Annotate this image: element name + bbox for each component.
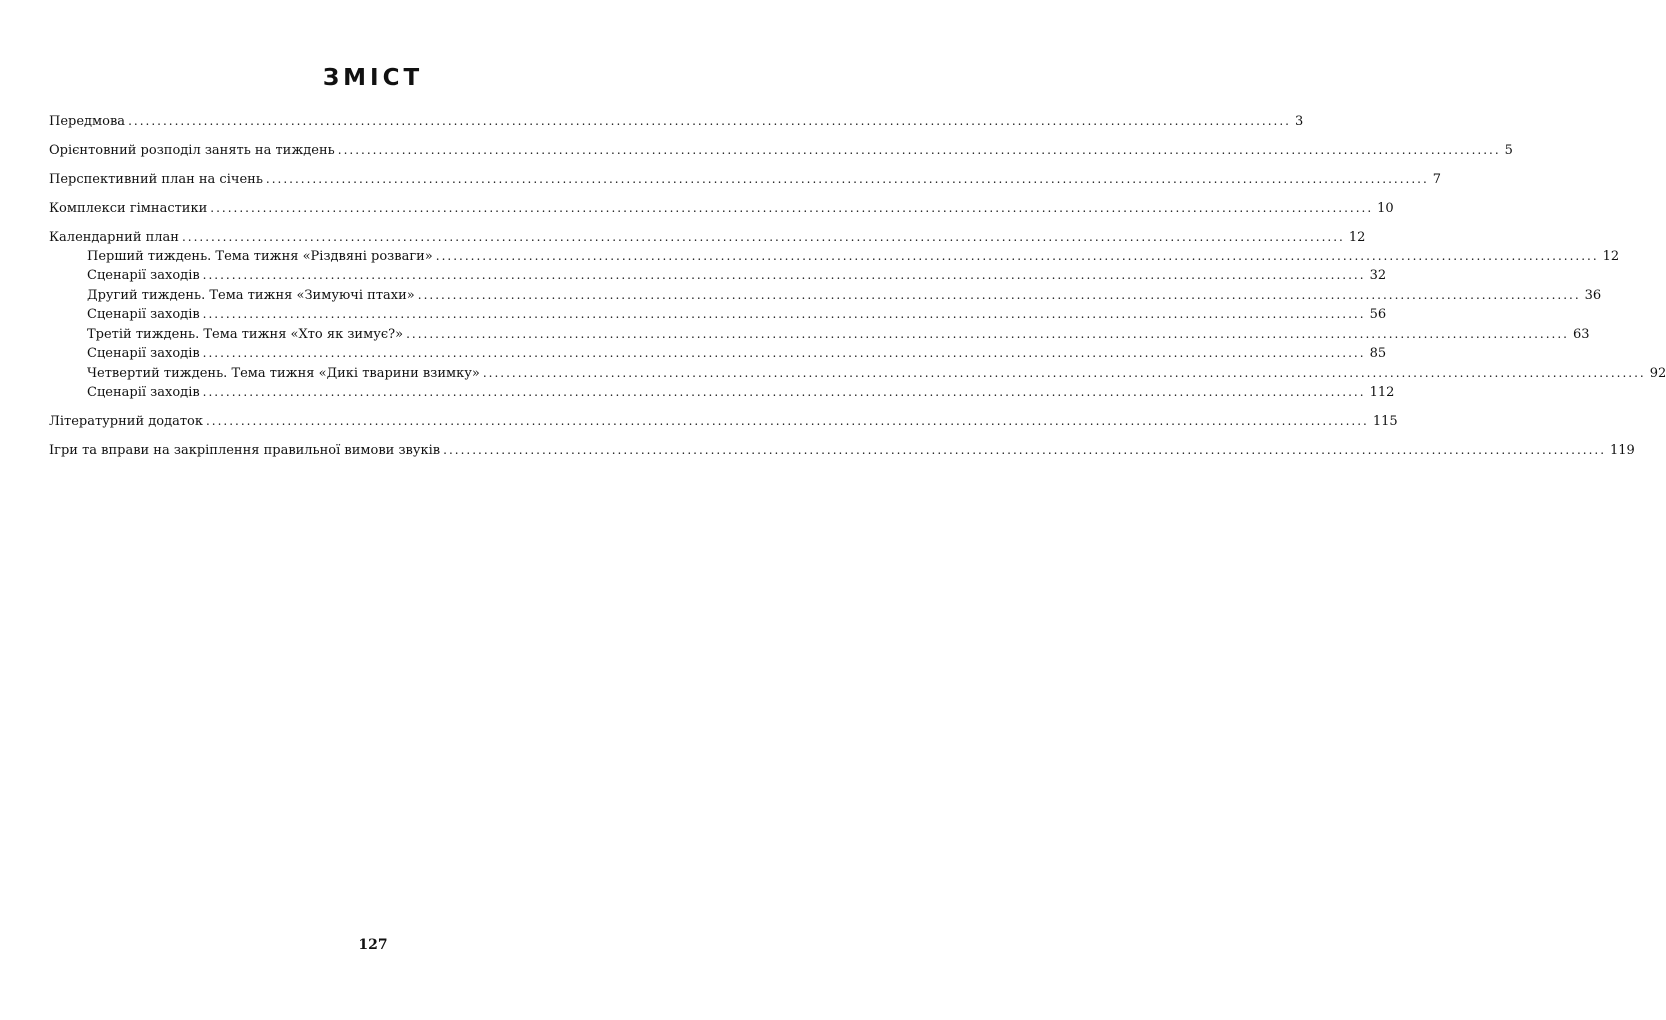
toc-entry-page: 12 [1348,230,1366,245]
dot-leader: ........................................................................................................................................................................................................ [443,443,1607,457]
toc-entry[interactable] [49,228,1366,247]
toc-entry-page: 3 [1294,114,1304,129]
dot-leader: ........................................................................................................................................................................................................ [202,346,1366,360]
toc-entry-label: Перспективний план на січень [49,172,263,187]
toc-subentry[interactable] [87,266,1387,285]
dot-leader: ........................................................................................................................................................................................................ [406,327,1569,341]
toc-entry-page: 119 [1610,443,1635,458]
dot-leader: ........................................................................................................................................................................................................ [210,201,1374,215]
toc-entry-page: 115 [1372,414,1398,429]
table-of-contents [49,112,1666,470]
toc-entry-page: 7 [1432,172,1442,187]
toc-entry[interactable] [49,412,1398,431]
toc-subentry[interactable] [87,344,1387,363]
dot-leader: ........................................................................................................................................................................................................ [337,143,1501,157]
dot-leader: ........................................................................................................................................................................................................ [265,172,1429,186]
toc-entry-label: Сценарії заходів [87,307,200,322]
toc-entry[interactable] [49,141,1513,160]
toc-entry-label: Передмова [49,114,126,129]
toc-entry-page: 10 [1377,201,1394,216]
toc-entry-page: 36 [1584,288,1602,303]
toc-entry-page: 56 [1369,307,1387,322]
dot-leader: ........................................................................................................................................................................................................ [482,366,1646,380]
toc-entry-label: Четвертий тиждень. Тема тижня «Дикі тварини взимку» [87,366,480,381]
toc-entry[interactable] [49,170,1442,189]
toc-entry[interactable] [49,441,1635,460]
toc-entry-label: Календарний план [49,230,179,245]
toc-entry-label: Другий тиждень. Тема тижня «Зимуючі птахи» [87,288,415,303]
dot-leader: ........................................................................................................................................................................................................ [202,307,1366,321]
toc-subentry[interactable] [87,364,1666,383]
dot-leader: ........................................................................................................................................................................................................ [202,268,1366,282]
toc-subentry[interactable] [87,286,1602,305]
toc-subentry[interactable] [87,247,1620,266]
toc-entry[interactable] [49,199,1394,218]
dot-leader: ........................................................................................................................................................................................................ [128,114,1291,128]
toc-entry-label: Літературний додаток [49,414,203,429]
page-title: ЗМІСТ [322,65,424,91]
toc-entry-page: 32 [1369,268,1387,283]
dot-leader: ........................................................................................................................................................................................................ [181,230,1345,244]
toc-subentry[interactable] [87,383,1395,402]
dot-leader: ........................................................................................................................................................................................................ [202,385,1366,399]
toc-entry-page: 63 [1572,327,1590,342]
toc-entry-label: Ігри та вправи на закріплення правильної вимови звуків [49,443,441,458]
toc-entry-page: 5 [1504,143,1513,158]
toc-entry[interactable] [49,112,1304,131]
toc-entry-page: 12 [1602,249,1620,264]
toc-entry-label: Перший тиждень. Тема тижня «Різдвяні розваги» [87,249,433,264]
toc-entry-label: Орієнтовний розподіл занять на тиждень [49,143,335,158]
dot-leader: ........................................................................................................................................................................................................ [205,414,1369,428]
page-number: 127 [358,937,388,953]
toc-entry-label: Третій тиждень. Тема тижня «Хто як зимує?» [87,327,404,342]
toc-subentry[interactable] [87,325,1590,344]
toc-entry-label: Комплекси гімнастики [49,201,208,216]
toc-entry-page: 112 [1369,385,1395,400]
toc-entry-label: Сценарії заходів [87,268,200,283]
dot-leader: ........................................................................................................................................................................................................ [417,288,1581,302]
toc-entry-label: Сценарії заходів [87,346,200,361]
toc-subentry[interactable] [87,305,1387,324]
dot-leader: ........................................................................................................................................................................................................ [435,249,1599,263]
toc-entry-label: Сценарії заходів [87,385,200,400]
toc-entry-page: 92 [1649,366,1666,381]
toc-entry-page: 85 [1369,346,1387,361]
